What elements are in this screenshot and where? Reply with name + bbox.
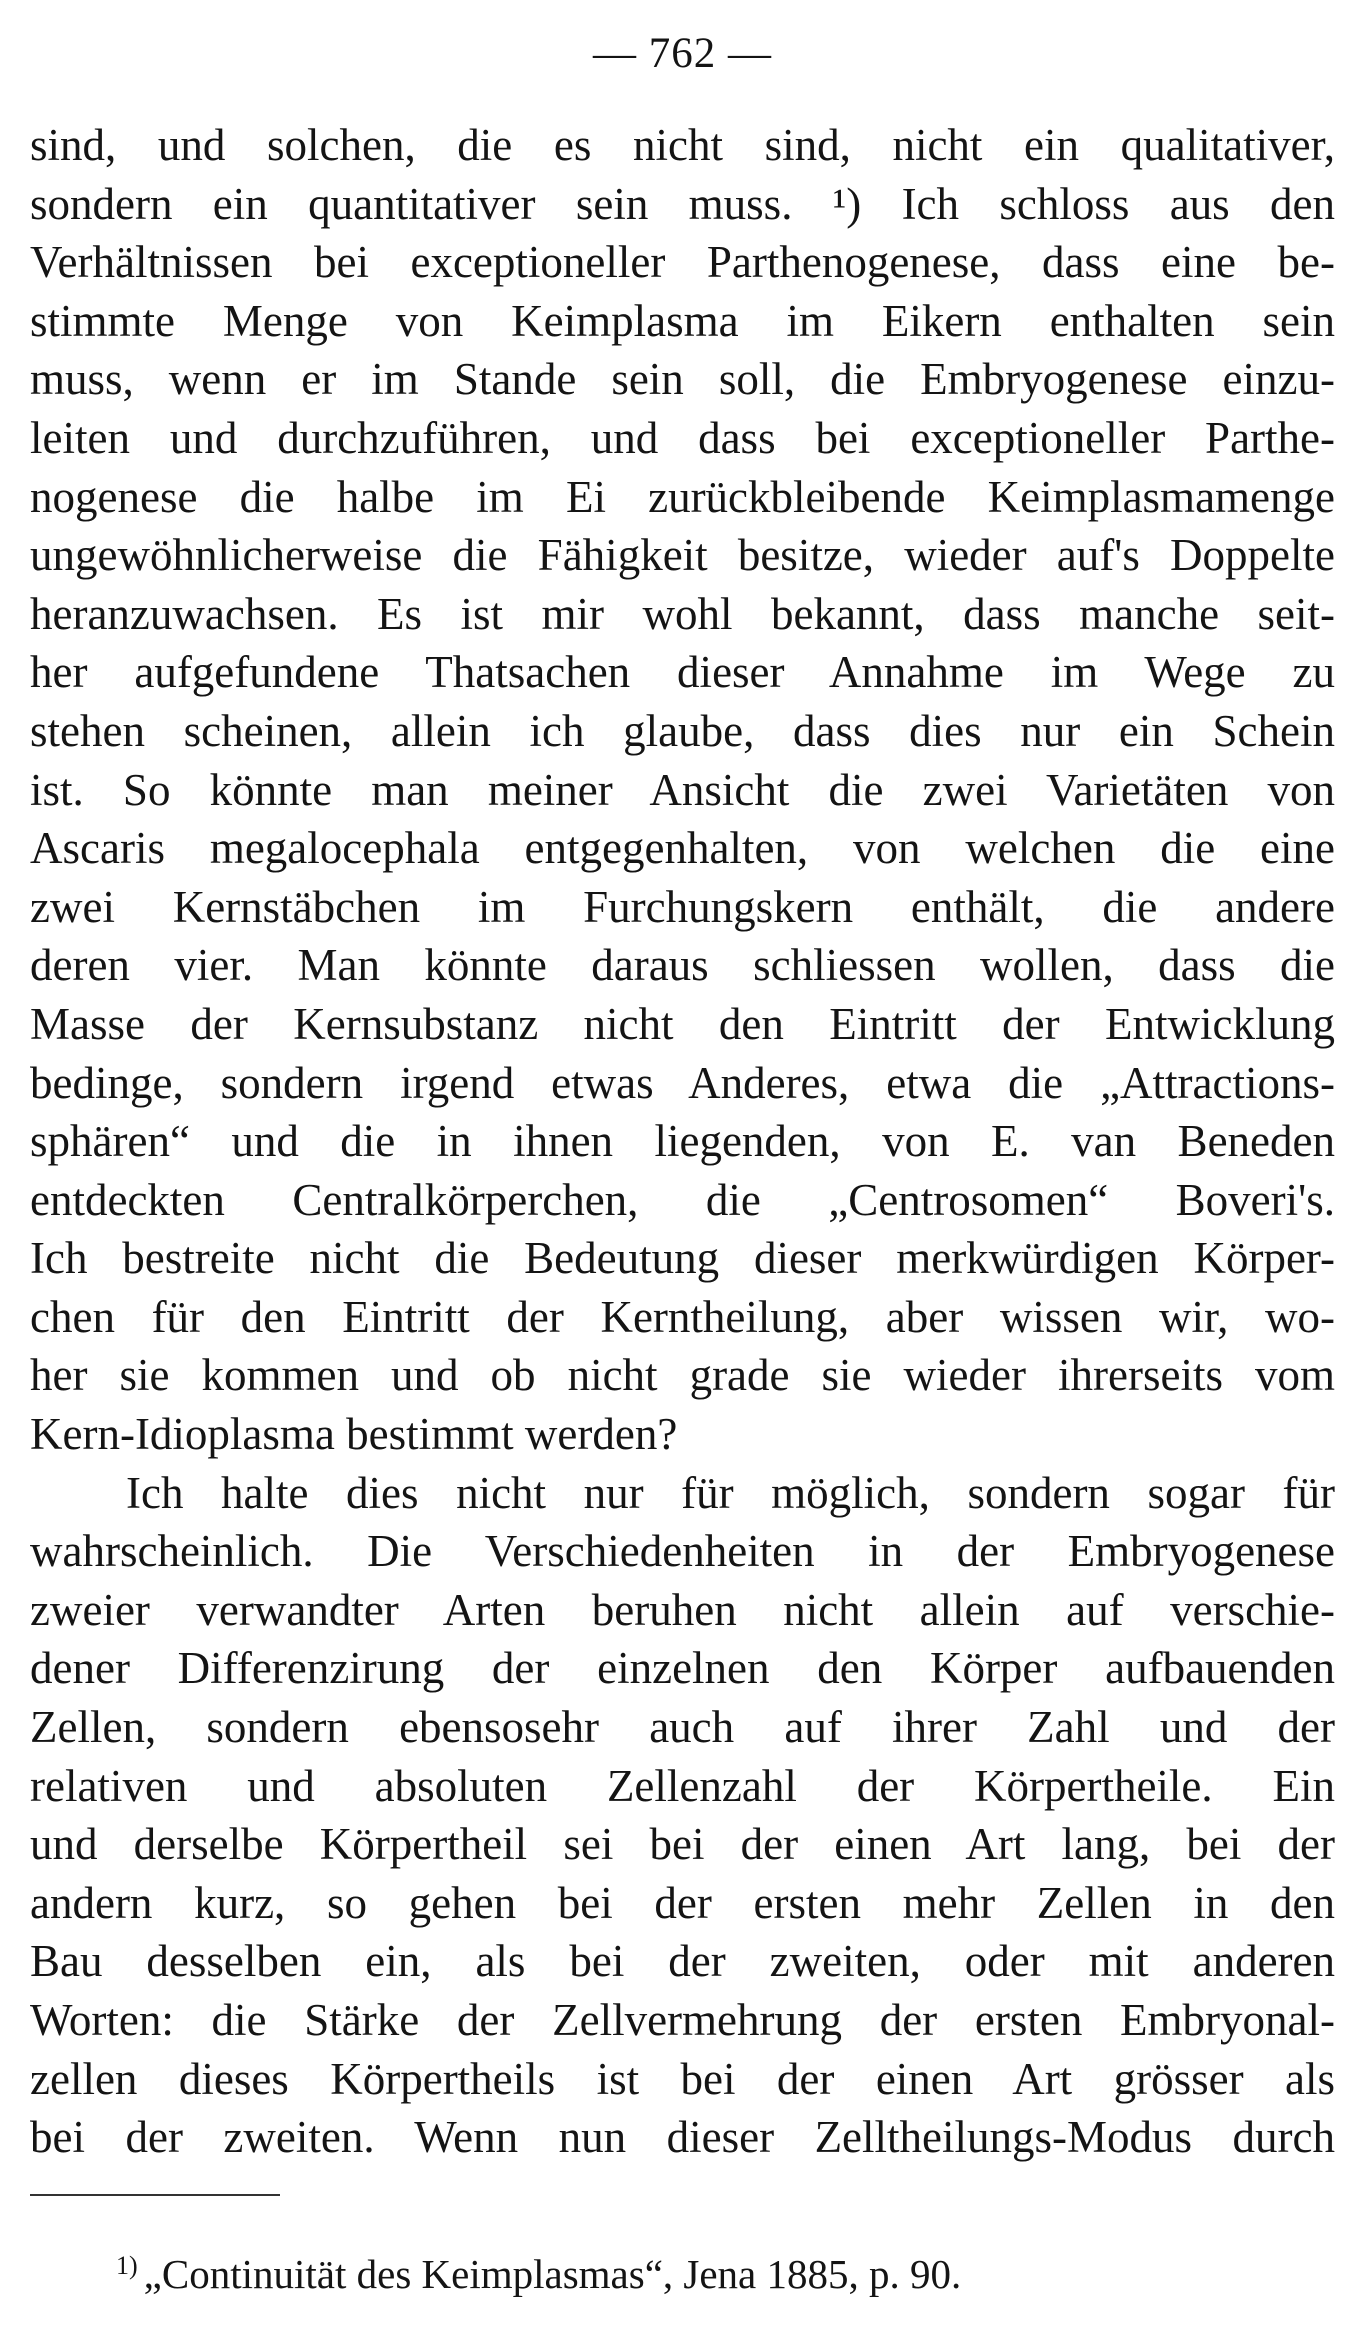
text-line: relativen und absoluten Zellenzahl der Körpertheile. Ein: [30, 1760, 1335, 1811]
text-line: zweier verwandter Arten beruhen nicht allein auf verschie-: [30, 1584, 1335, 1635]
text-line: stehen scheinen, allein ich glaube, dass dies nur ein Schein: [30, 705, 1335, 756]
text-line: bedinge, sondern irgend etwas Anderes, etwa die „Attractions-: [30, 1057, 1335, 1108]
text-line: Ascaris megalocephala entgegenhalten, von welchen die eine: [30, 823, 1335, 874]
text-line: leiten und durchzuführen, und dass bei exceptioneller Parthe-: [30, 412, 1335, 463]
text-line: Kern-Idioplasma bestimmt werden?: [30, 1409, 678, 1460]
text-line: zwei Kernstäbchen im Furchungskern enthält, die andere: [30, 881, 1335, 932]
text-line: Bau desselben ein, als bei der zweiten, oder mit anderen: [30, 1936, 1335, 1987]
text-line: ist. So könnte man meiner Ansicht die zwei Varietäten von: [30, 764, 1335, 815]
text-line: deren vier. Man könnte daraus schliessen wollen, dass die: [30, 940, 1335, 991]
text-line: bei der zweiten. Wenn nun dieser Zelltheilungs-Modus durch: [30, 2112, 1335, 2163]
text-line: Worten: die Stärke der Zellvermehrung der ersten Embryonal-: [30, 1995, 1335, 2045]
text-line: andern kurz, so gehen bei der ersten mehr Zellen in den: [30, 1877, 1335, 1928]
page-number: — 762 —: [593, 30, 772, 77]
footnote-divider: [30, 2194, 280, 2196]
text-line: dener Differenzirung der einzelnen den Körper aufbauenden: [30, 1643, 1335, 1694]
text-line: sind, und solchen, die es nicht sind, nicht ein qualitativer,: [30, 120, 1335, 170]
text-line: sphären“ und die in ihnen liegenden, von E. van Beneden: [30, 1116, 1335, 1167]
text-line: sondern ein quantitativer sein muss. ¹) Ich schloss aus den: [30, 178, 1335, 229]
text-line: Ich halte dies nicht nur für möglich, sondern sogar für: [126, 1467, 1335, 1518]
text-line: Masse der Kernsubstanz nicht den Eintritt der Entwicklung: [30, 998, 1335, 1049]
text-line: stimmte Menge von Keimplasma im Eikern enthalten sein: [30, 295, 1335, 346]
text-line: her sie kommen und ob nicht grade sie wieder ihrerseits vom: [30, 1350, 1335, 1401]
text-line: muss, wenn er im Stande sein soll, die Embryogenese einzu-: [30, 354, 1335, 405]
text-line: nogenese die halbe im Ei zurückbleibende Keimplasmamenge: [30, 471, 1335, 522]
text-line: wahrscheinlich. Die Verschiedenheiten in der Embryogenese: [30, 1526, 1335, 1577]
text-line: ungewöhnlicherweise die Fähigkeit besitze, wieder auf's Doppelte: [30, 530, 1335, 581]
footnote-marker: 1): [116, 2251, 138, 2280]
text-line: her aufgefundene Thatsachen dieser Annahme im Wege zu: [30, 647, 1335, 698]
body-text: [30, 116, 1335, 2167]
footnote-text: „Continuität des Keimplasmas“, Jena 1885, p. 90.: [143, 2251, 962, 2297]
text-line: Zellen, sondern ebensosehr auch auf ihrer Zahl und der: [30, 1702, 1335, 1753]
footnote: [116, 2240, 961, 2300]
text-line: Ich bestreite nicht die Bedeutung dieser merkwürdigen Körper-: [30, 1233, 1335, 1284]
text-line: Verhältnissen bei exceptioneller Parthenogenese, dass eine be-: [30, 237, 1335, 288]
text-line: heranzuwachsen. Es ist mir wohl bekannt, dass manche seit-: [30, 588, 1335, 639]
text-line: entdeckten Centralkörperchen, die „Centrosomen“ Boveri's.: [30, 1174, 1335, 1225]
text-line: und derselbe Körpertheil sei bei der einen Art lang, bei der: [30, 1819, 1335, 1870]
text-line: chen für den Eintritt der Kerntheilung, aber wissen wir, wo-: [30, 1291, 1335, 1342]
text-line: zellen dieses Körpertheils ist bei der einen Art grösser als: [30, 2053, 1335, 2104]
